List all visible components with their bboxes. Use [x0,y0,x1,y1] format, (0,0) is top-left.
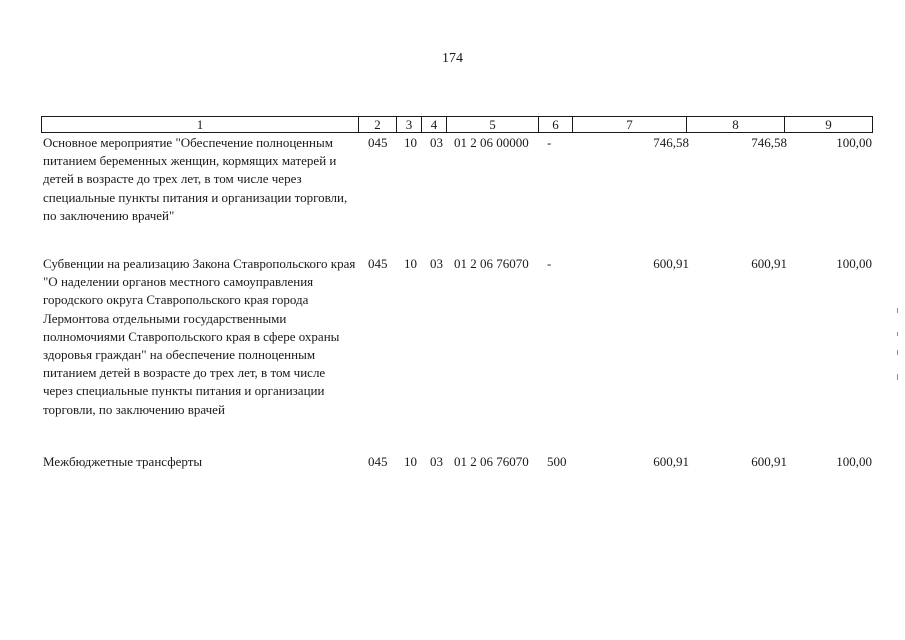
row-code-4: 03 [430,256,443,271]
row-description: Субвенции на реализацию Закона Ставропольского края "О наделении органов местного самоуправления городского округа Ставропольского края города Лермонтова отдельными государственными полномочиями Ставропольского края в сфере охраны здоровья граждан" на обеспечение полноценным питанием детей в возрасте до трех лет, в том числе через специальные пункты питания и организации торговли, по заключению врачей [43,256,356,417]
row-code-4: 03 [430,135,443,150]
row-code-5: 01 2 06 00000 [454,135,529,150]
column-header-8: 8 [687,117,785,132]
column-header-5: 5 [447,117,539,132]
column-header-9: 9 [825,117,832,132]
row-value-8: 600,91 [751,454,787,469]
row-value-8: 746,58 [751,135,787,150]
row-code-4: 03 [430,454,443,469]
row-value-8: 600,91 [751,256,787,271]
column-header-6: 6 [539,117,573,132]
column-header-7: 7 [573,117,687,132]
row-code-3: 10 [404,135,417,150]
row-code-6: 500 [547,454,567,469]
table-header [41,116,873,133]
row-description: Основное мероприятие "Обеспечение полноценным питанием беременных женщин, кормящих матерей и детей в возрасте до трех лет, в том числе через специальные пункты питания и организации торговли, по заключению врачей" [43,135,348,223]
column-header-2: 2 [359,117,397,132]
row-value-9: 100,00 [836,256,872,271]
row-value-7: 600,91 [653,454,689,469]
row-code-5: 01 2 06 76070 [454,256,529,271]
row-code-3: 10 [404,256,417,271]
row-code-6: - [547,135,552,150]
row-code-6: - [547,256,552,271]
row-code-3: 10 [404,454,417,469]
row-code-5: 01 2 06 76070 [454,454,529,469]
scan-mark [897,308,898,313]
row-code-2: 045 [368,256,388,271]
scan-mark [897,350,898,355]
row-value-7: 746,58 [653,135,689,150]
row-value-9: 100,00 [836,135,872,150]
row-description: Межбюджетные трансферты [43,454,203,469]
row-value-9: 100,00 [836,454,872,469]
row-value-7: 600,91 [653,256,689,271]
column-header-4: 4 [422,117,447,132]
scan-margin-marks [897,308,899,388]
scan-mark [897,374,898,380]
row-code-2: 045 [368,135,388,150]
row-code-2: 045 [368,454,388,469]
column-header-1: 1 [42,117,359,132]
scan-mark [897,332,898,336]
page-number: 174 [442,51,463,66]
column-header-3: 3 [397,117,422,132]
